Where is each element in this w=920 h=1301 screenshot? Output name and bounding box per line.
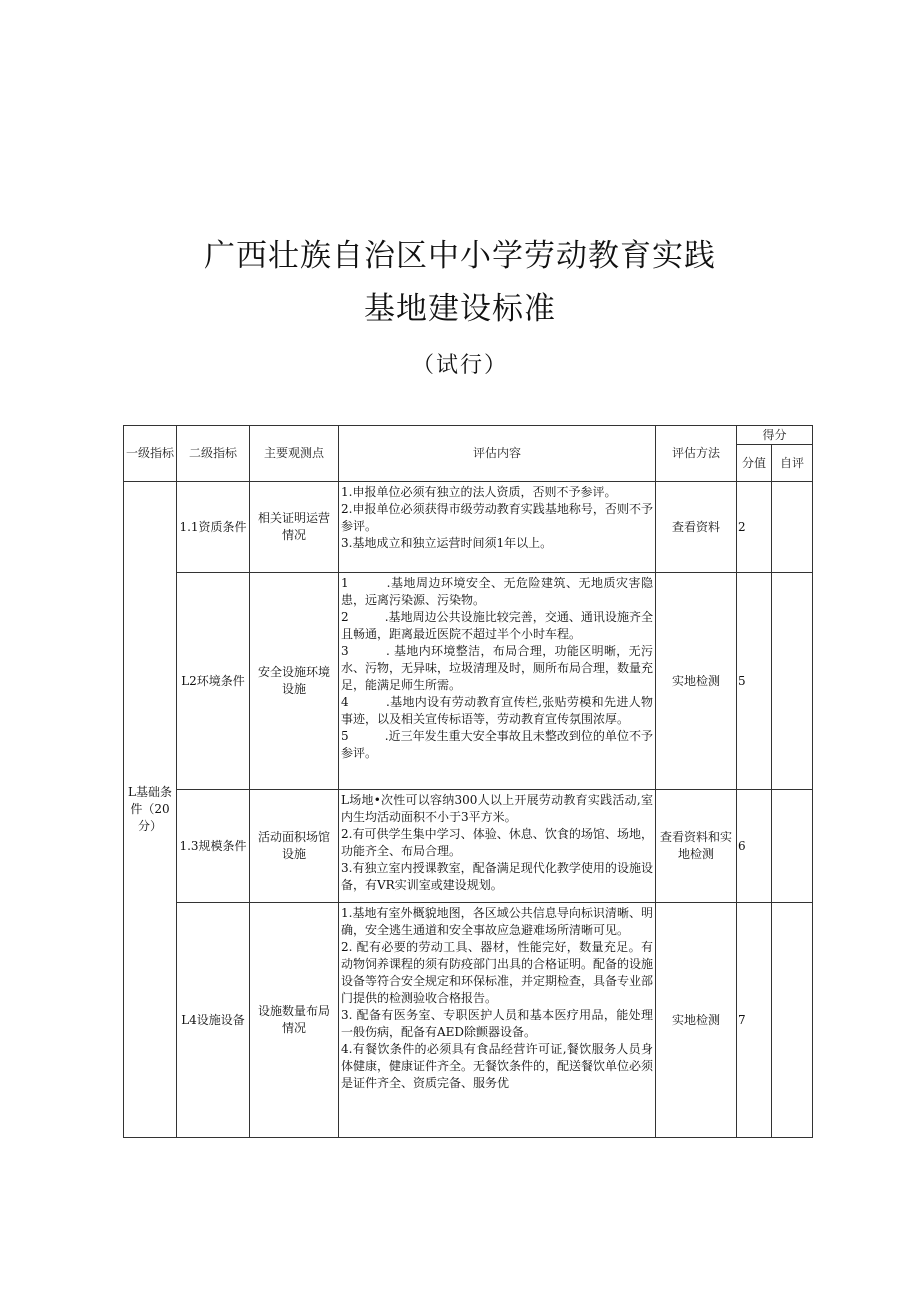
content-item: 1.基地有室外概貌地图，各区域公共信息导向标识清晰、明确，安全逃生通道和安全事故应急避难场所清晰可见。 — [341, 906, 653, 937]
content-item: 1.申报单位必须有独立的法人资质，否则不予参评。 — [341, 485, 617, 499]
method-cell: 实地检测 — [656, 903, 737, 1138]
content-item: 3 . 基地内环境整洁，布局合理，功能区明晰，无污水、污物，无异味，垃圾清理及时，厕所布局合理，数量充足，能满足师生所需。 — [341, 644, 654, 692]
header-observation: 主要观测点 — [250, 426, 339, 482]
self-eval-cell — [772, 903, 813, 1138]
header-level2: 二级指标 — [177, 426, 250, 482]
document-title-line2: 基地建设标准 — [364, 291, 556, 327]
header-score-group: 得分 — [737, 426, 813, 445]
document-subtitle: （试行） — [411, 353, 508, 378]
header-content: 评估内容 — [339, 426, 656, 482]
observation-cell: 安全设施环境设施 — [250, 573, 339, 790]
content-item: 2.申报单位必须获得市级劳动教育实践基地称号，否则不予参评。 — [341, 502, 653, 533]
content-item: 3.有独立室内授课教室，配备满足现代化教学使用的设施设备，有VR实训室或建设规划。 — [341, 861, 653, 892]
content-item: 1 .基地周边环境安全、无危险建筑、无地质灾害隐患，远离污染源、污染物。 — [341, 576, 653, 607]
content-cell — [339, 903, 656, 1138]
table-row — [124, 790, 813, 903]
score-cell: 7 — [737, 903, 772, 1138]
score-cell: 6 — [737, 790, 772, 903]
content-item: 2. 配有必要的劳动工具、器材，性能完好，数量充足。有动物饲养课程的须有防疫部门出具的合格证明。配备的设施设备等符合安全规定和环保标准，并定期检查，具备专业部门提供的检测验收合格报告。 — [341, 940, 654, 1005]
header-level1: 一级指标 — [124, 426, 177, 482]
document-title-line1: 广西壮族自治区中小学劳动教育实践 — [204, 238, 716, 274]
observation-cell: 活动面积场馆设施 — [250, 790, 339, 903]
level1-cell: L基础条件（20分） — [124, 482, 177, 1138]
content-cell — [339, 790, 656, 903]
observation-cell: 设施数量布局情况 — [250, 903, 339, 1138]
content-item: L场地•次性可以容纳300人以上开展劳动教育实践活动,室内生均活动面积不小于3平方米。 — [341, 793, 653, 824]
level2-cell: L2环境条件 — [177, 573, 250, 790]
content-item: 2 .基地周边公共设施比较完善，交通、通讯设施齐全且畅通，距离最近医院不超过半个小时车程。 — [341, 610, 653, 641]
level2-cell: L4设施设备 — [177, 903, 250, 1138]
method-cell: 查看资料 — [656, 482, 737, 573]
method-cell: 查看资料和实地检测 — [656, 790, 737, 903]
table-row — [124, 482, 813, 573]
header-score-value: 分值 — [737, 445, 772, 482]
content-item: 2.有可供学生集中学习、体验、休息、饮食的场馆、场地，功能齐全、布局合理。 — [341, 827, 653, 858]
self-eval-cell — [772, 573, 813, 790]
content-item: 4.有餐饮条件的必须具有食品经营许可证,餐饮服务人员身体健康，健康证件齐全。无餐饮条件的，配送餐饮单位必须是证件齐全、资质完备、服务优 — [341, 1042, 654, 1090]
content-item: 5 .近三年发生重大安全事故且未整改到位的单位不予参评。 — [341, 729, 653, 760]
header-self-eval: 自评 — [772, 445, 813, 482]
level2-cell: 1.3规模条件 — [177, 790, 250, 903]
content-cell — [339, 573, 656, 790]
observation-cell: 相关证明运营情况 — [250, 482, 339, 573]
content-item: 3. 配备有医务室、专职医护人员和基本医疗用品，能处理一般伤病，配备有AED除颤器设备。 — [341, 1008, 653, 1039]
score-cell: 2 — [737, 482, 772, 573]
standards-table — [123, 425, 813, 1138]
header-method: 评估方法 — [656, 426, 737, 482]
content-item: 3.基地成立和独立运营时间须1年以上。 — [341, 536, 553, 550]
self-eval-cell — [772, 482, 813, 573]
content-cell — [339, 482, 656, 573]
table-row — [124, 573, 813, 790]
table-row — [124, 903, 813, 1138]
score-cell: 5 — [737, 573, 772, 790]
method-cell: 实地检测 — [656, 573, 737, 790]
self-eval-cell — [772, 790, 813, 903]
level2-cell: 1.1资质条件 — [177, 482, 250, 573]
content-item: 4 .基地内设有劳动教育宣传栏,张贴劳模和先进人物事迹，以及相关宣传标语等，劳动教育宣传氛围浓厚。 — [341, 695, 653, 726]
